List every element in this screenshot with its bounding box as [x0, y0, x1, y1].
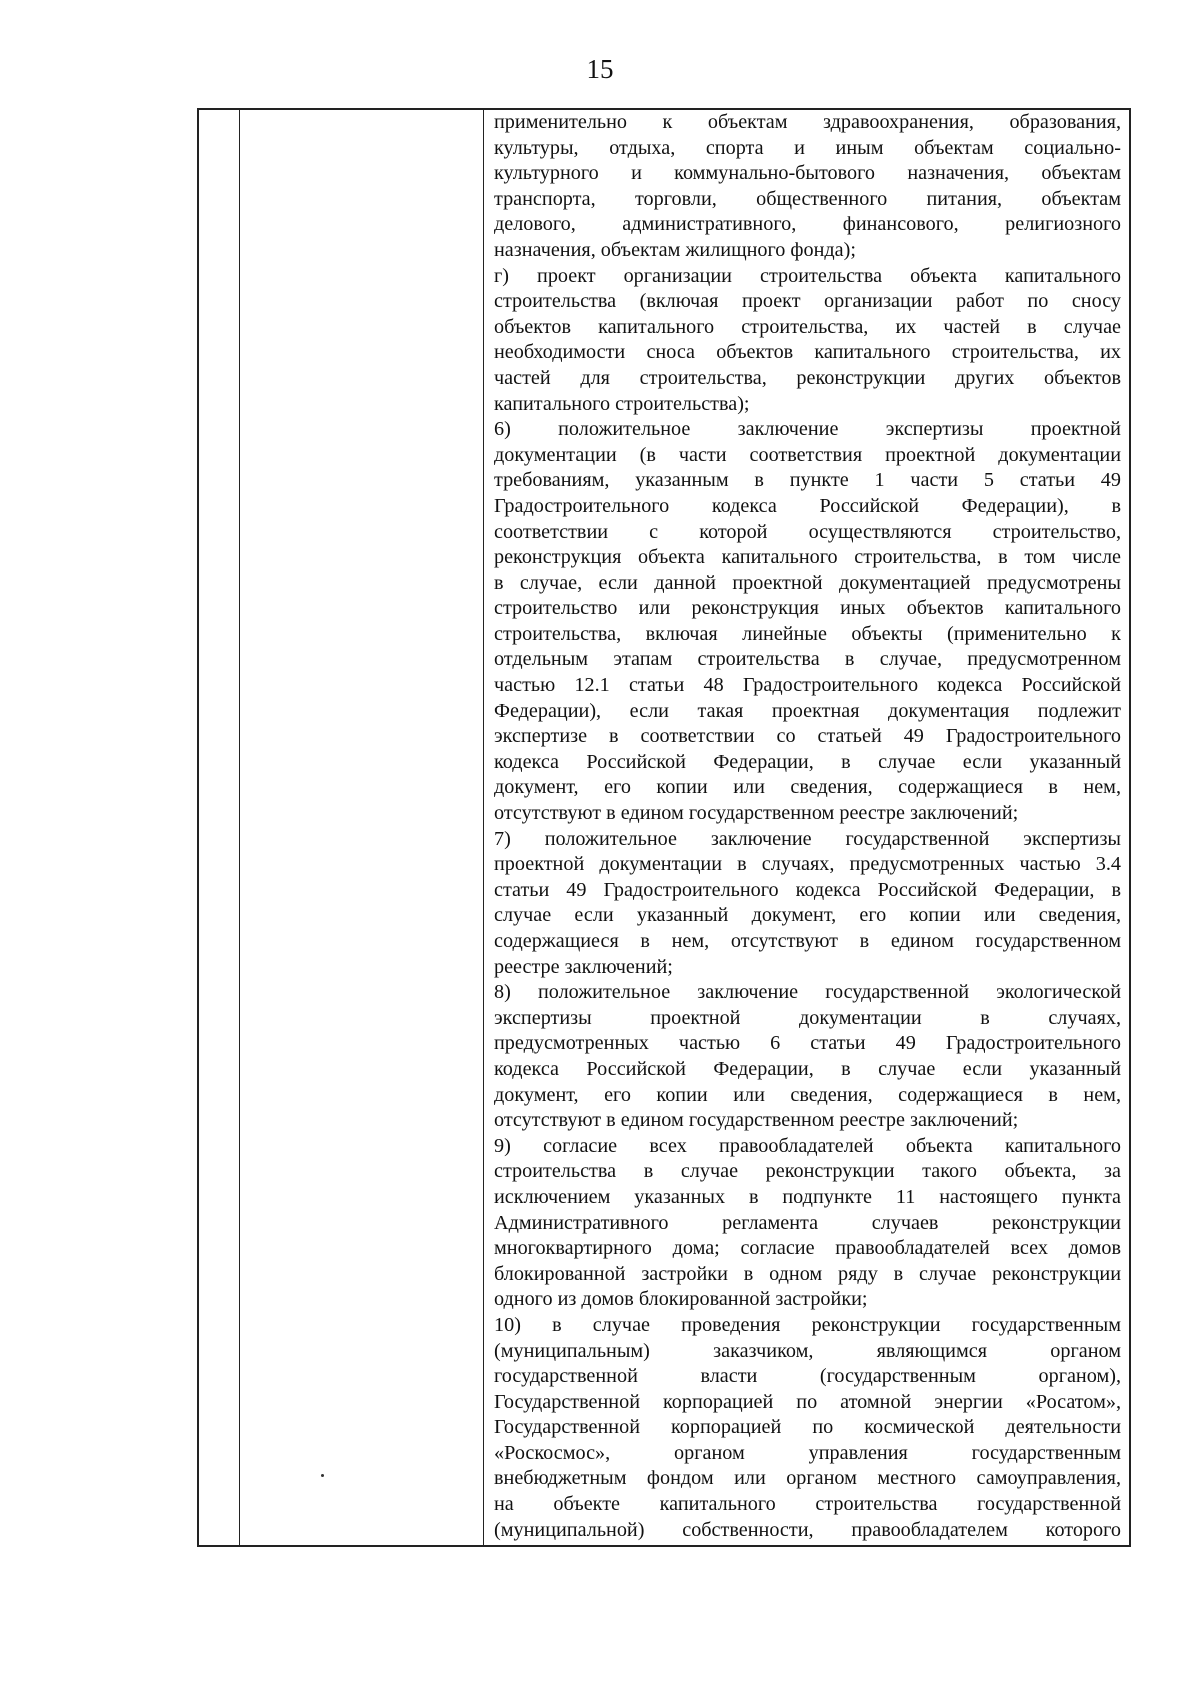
page-number: 15 [586, 54, 614, 84]
text-line: отсутствуют в едином государственном реестре заключений; [494, 802, 1019, 825]
text-line: экспертизы проектной документации в случаях, [494, 1006, 1121, 1029]
text-line: внебюджетным фондом или органом местного самоуправления, [494, 1467, 1121, 1490]
table-column-number [199, 110, 240, 1545]
text-line: реестре заключений; [494, 955, 673, 978]
text-line: культуры, отдыха, спорта и иным объектам социально- [494, 136, 1121, 159]
text-line: Государственной корпорацией по атомной энергии «Росатом», [494, 1390, 1121, 1413]
text-line: многоквартирного дома; согласие правообладателей всех домов [494, 1237, 1121, 1260]
text-line: отдельным этапам строительства в случае, предусмотренном [494, 648, 1121, 671]
text-line: государственной власти (государственным органом), [494, 1365, 1121, 1388]
table-column-content [484, 110, 1129, 1545]
text-line: 7) положительное заключение государственной экспертизы [494, 827, 1121, 850]
text-line: необходимости сноса объектов капитального строительства, их [494, 341, 1121, 364]
text-line: Федерации), если такая проектная документация подлежит [494, 699, 1121, 722]
text-line: экспертизе в соответствии со статьей 49 Градостроительного [494, 725, 1121, 748]
text-line: случае если указанный документ, его копии или сведения, [494, 904, 1121, 927]
text-line: транспорта, торговли, общественного питания, объектам [494, 187, 1121, 210]
text-line: строительства, включая линейные объекты (применительно к [494, 622, 1121, 645]
text-line: г) проект организации строительства объекта капитального [494, 264, 1121, 287]
text-line: культурного и коммунально-бытового назначения, объектам [494, 162, 1121, 185]
text-line: одного из домов блокированной застройки; [494, 1288, 868, 1311]
text-line: применительно к объектам здравоохранения, образования, [494, 111, 1121, 133]
text-line: назначения, объектам жилищного фонда); [494, 238, 856, 261]
text-line: строительства (включая проект организации работ по сносу [494, 290, 1121, 313]
text-line: частей для строительства, реконструкции других объектов [494, 366, 1121, 389]
text-line: проектной документации в случаях, предусмотренных частью 3.4 [494, 853, 1121, 876]
text-line: на объекте капитального строительства государственной [494, 1493, 1121, 1516]
text-line: в случае, если данной проектной документацией предусмотрены [494, 571, 1121, 594]
text-line: документации (в части соответствия проектной документации [494, 443, 1121, 466]
text-line: документ, его копии или сведения, содержащиеся в нем, [494, 1083, 1121, 1106]
text-line: кодекса Российской Федерации, в случае если указанный [494, 1057, 1121, 1080]
text-line: капитального строительства); [494, 392, 750, 415]
text-line: документ, его копии или сведения, содержащиеся в нем, [494, 776, 1121, 799]
text-line: требованиям, указанным в пункте 1 части 5 статьи 49 [494, 469, 1121, 492]
text-line: Государственной корпорацией по космической деятельности [494, 1416, 1121, 1439]
text-line: Градостроительного кодекса Российской Федерации), в [494, 494, 1121, 517]
text-line: соответствии с которой осуществляются строительство, [494, 520, 1121, 543]
table-column-title [240, 110, 484, 1545]
text-line: (муниципальным) заказчиком, являющимся органом [494, 1339, 1121, 1362]
text-line: содержащиеся в нем, отсутствуют в едином государственном [494, 930, 1121, 952]
text-line: 6) положительное заключение экспертизы проектной [494, 418, 1121, 441]
text-line: блокированной застройки в одном ряду в случае реконструкции [494, 1262, 1121, 1285]
stray-dot-mark [321, 1474, 324, 1477]
text-line: 10) в случае проведения реконструкции государственным [494, 1313, 1121, 1336]
text-line: частью 12.1 статьи 48 Градостроительного кодекса Российской [494, 674, 1121, 697]
text-line: «Роскосмос», органом управления государственным [494, 1441, 1121, 1464]
text-line: (муниципальной) собственности, правообладателем которого [494, 1518, 1121, 1541]
text-line: 9) согласие всех правообладателей объекта капитального [494, 1134, 1121, 1157]
text-line: объектов капитального строительства, их частей в случае [494, 315, 1121, 338]
text-line: статьи 49 Градостроительного кодекса Российской Федерации, в [494, 878, 1121, 901]
text-line: строительства в случае реконструкции такого объекта, за [494, 1160, 1121, 1183]
text-line: 8) положительное заключение государственной экологической [494, 981, 1121, 1004]
text-line: делового, административного, финансового, религиозного [494, 213, 1121, 236]
text-line: исключением указанных в подпункте 11 настоящего пункта [494, 1185, 1121, 1208]
text-line: Административного регламента случаев реконструкции [494, 1211, 1121, 1234]
document-table [197, 108, 1131, 1547]
text-line: предусмотренных частью 6 статьи 49 Градостроительного [494, 1032, 1121, 1055]
text-line: строительство или реконструкция иных объектов капитального [494, 597, 1121, 620]
text-line: кодекса Российской Федерации, в случае если указанный [494, 750, 1121, 773]
text-line: отсутствуют в едином государственном реестре заключений; [494, 1109, 1019, 1132]
text-line: реконструкция объекта капитального строительства, в том числе [494, 546, 1121, 569]
